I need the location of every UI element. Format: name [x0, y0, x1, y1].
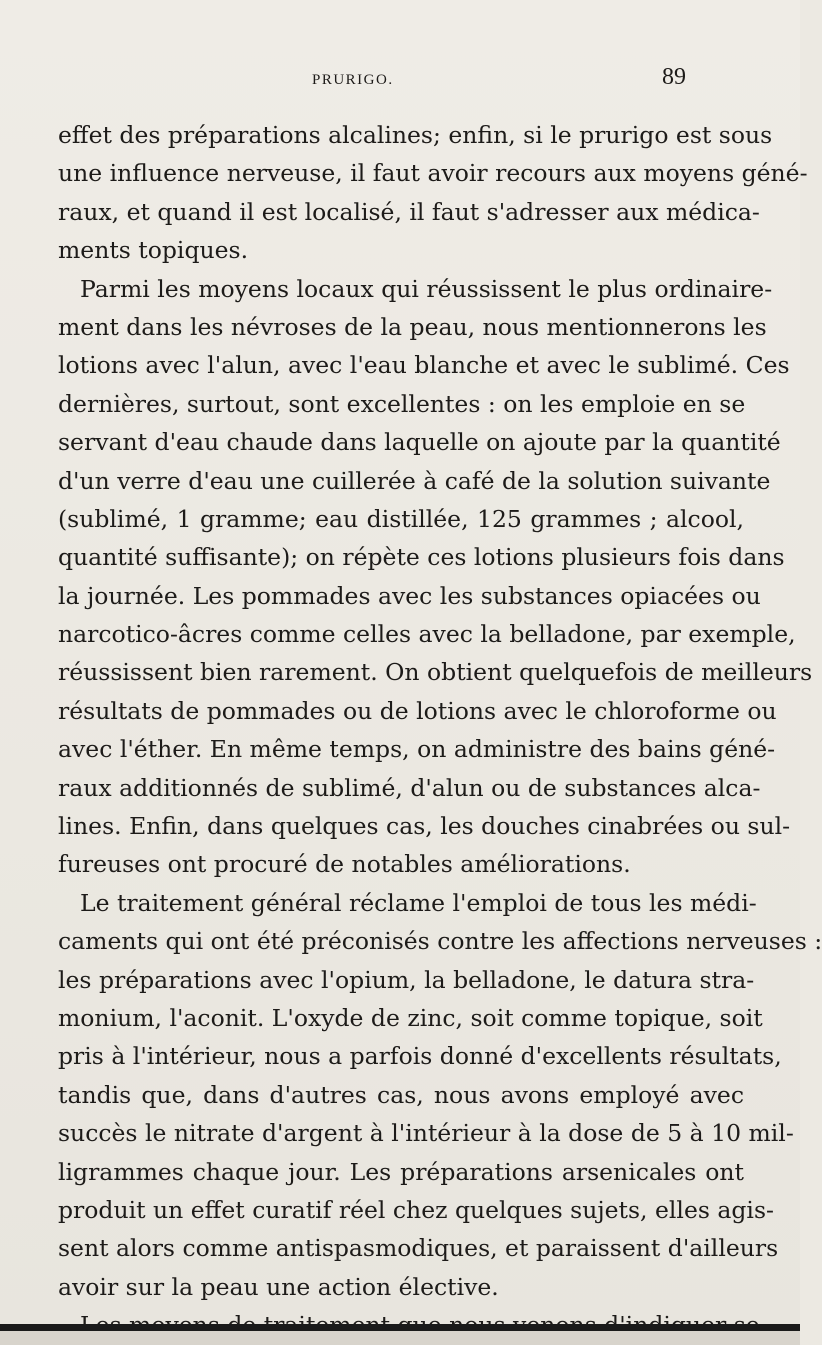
text-line: une influence nerveuse, il faut avoir recours aux moyens géné- [58, 159, 808, 188]
running-head: PRURIGO. [312, 72, 394, 88]
text-line: avoir sur la peau une action élective. [58, 1272, 499, 1301]
text-line: sent alors comme antispasmodiques, et paraissent d'ailleurs [58, 1234, 779, 1263]
text-line: résultats de pommades ou de lotions avec le chloroforme ou [58, 696, 777, 725]
text-line: effet des préparations alcalines; enfin, si le prurigo est sous [58, 121, 773, 149]
text-line: Le traitement général réclame l'emploi de tous les médi- [80, 888, 757, 917]
text-line: fureuses ont procuré de notables améliorations. [58, 850, 631, 879]
body-text [58, 116, 822, 1345]
text-line: servant d'eau chaude dans laquelle on ajoute par la quantité [58, 428, 781, 457]
text-line: d'un verre d'eau une cuillerée à café de la solution suivante [58, 466, 771, 495]
text-line: quantité suffisante); on répète ces lotions plusieurs fois dans [58, 543, 785, 572]
text-line: pris à l'intérieur, nous a parfois donné d'excellents résultats, [58, 1042, 782, 1071]
page-bottom-edge [0, 1324, 800, 1331]
text-line: les préparations avec l'opium, la belladone, le datura stra- [58, 965, 755, 994]
text-line: Parmi les moyens locaux qui réussissent le plus ordinaire- [80, 274, 773, 303]
text-line: succès le nitrate d'argent à l'intérieur à la dose de 5 à 10 mil- [58, 1119, 794, 1148]
text-line: raux additionnés de sublimé, d'alun ou de substances alca- [58, 773, 761, 802]
text-line: narcotico-âcres comme celles avec la belladone, par exemple, [58, 620, 796, 649]
page-number: 89 [662, 64, 686, 90]
text-line: dernières, surtout, sont excellentes : on les emploie en se [58, 389, 746, 418]
text-line: monium, l'aconit. L'oxyde de zinc, soit comme topique, soit [58, 1003, 763, 1032]
text-line: raux, et quand il est localisé, il faut s'adresser aux médica- [58, 197, 760, 226]
text-line: lines. Enfin, dans quelques cas, les douches cinabrées ou sul- [58, 812, 791, 841]
text-line: avec l'éther. En même temps, on administre des bains géné- [58, 735, 776, 764]
text-line: tandis que, dans d'autres cas, nous avons employé avec [58, 1080, 744, 1109]
text-line: ments topiques. [58, 236, 249, 265]
text-line: lotions avec l'alun, avec l'eau blanche et avec le sublimé. Ces [58, 351, 790, 380]
page-bottom-shade [0, 1331, 800, 1345]
text-line: caments qui ont été préconisés contre les affections nerveuses : [58, 927, 822, 956]
text-line: (sublimé, 1 gramme; eau distillée, 125 grammes ; alcool, [58, 504, 744, 533]
text-line: produit un effet curatif réel chez quelques sujets, elles agis- [58, 1195, 774, 1224]
text-line: réussissent bien rarement. On obtient quelquefois de meilleurs [58, 658, 813, 687]
text-line: ment dans les névroses de la peau, nous mentionnerons les [58, 312, 767, 341]
text-line: la journée. Les pommades avec les substances opiacées ou [58, 581, 761, 610]
text-line: ligrammes chaque jour. Les préparations arsenicales ont [58, 1157, 744, 1186]
